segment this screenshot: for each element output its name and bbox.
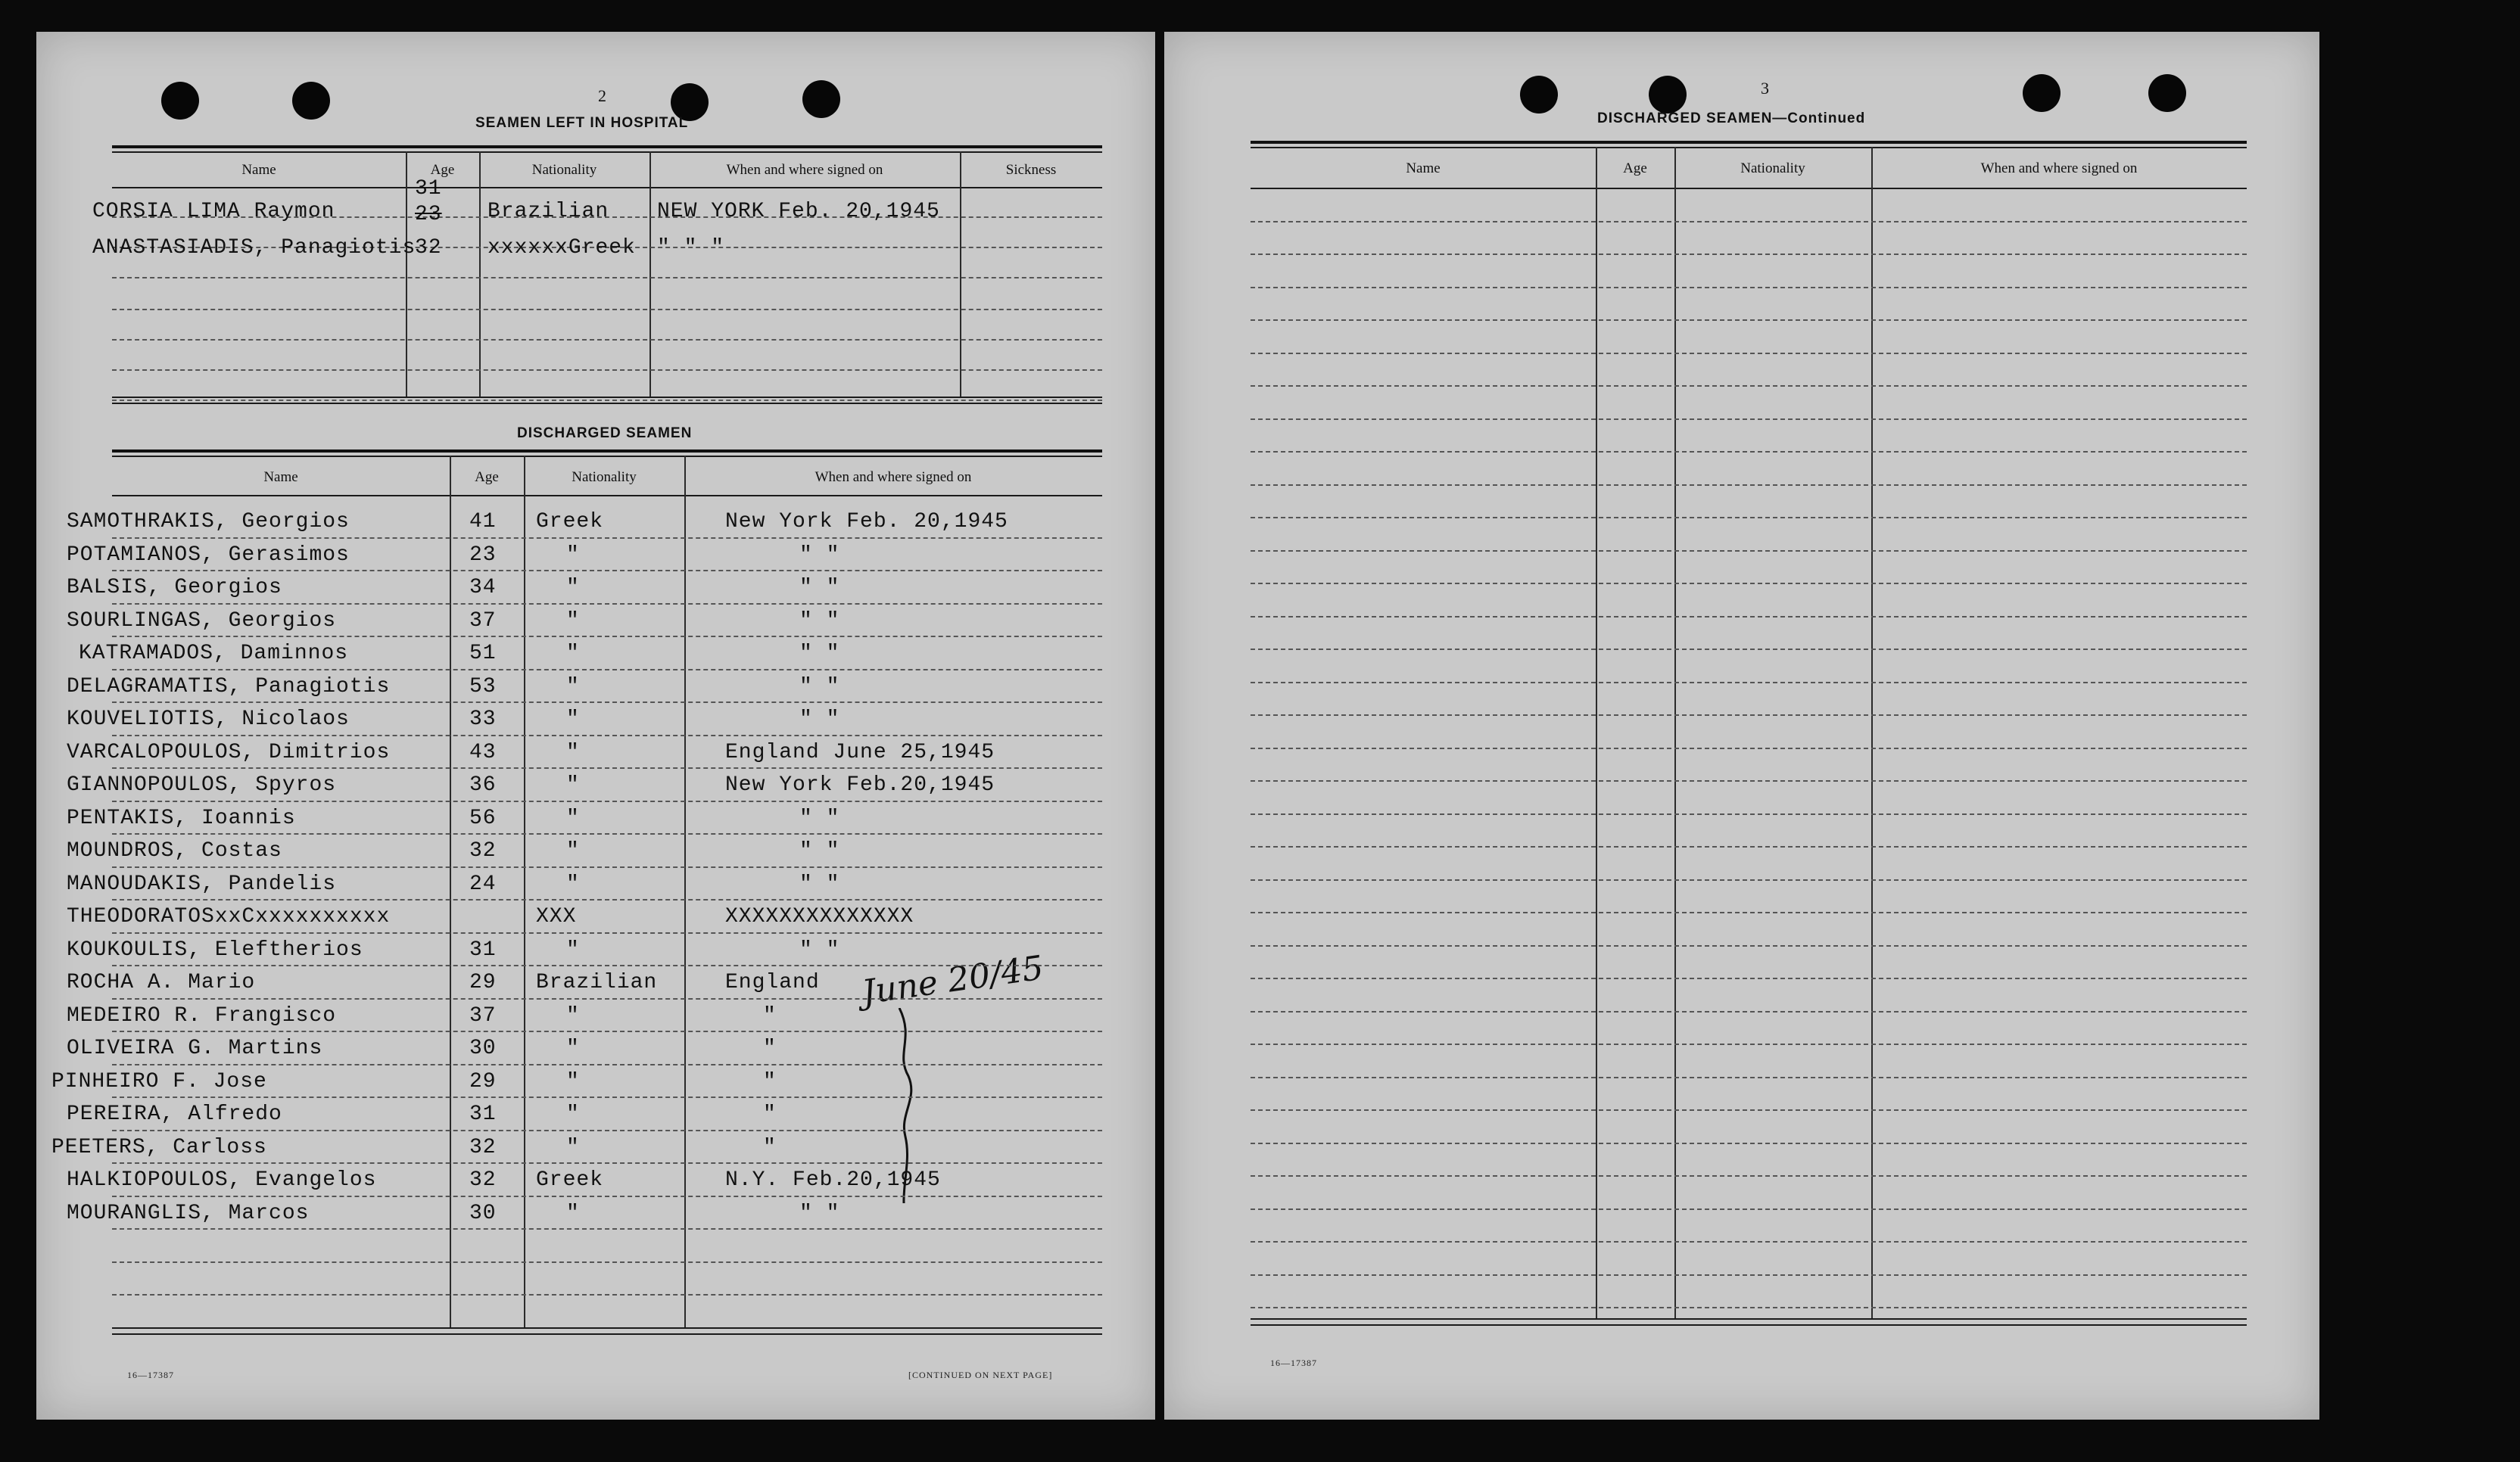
continued-section-title: DISCHARGED SEAMEN—Continued	[1597, 110, 1866, 126]
seaman-nationality: "	[566, 608, 580, 633]
row-rule	[1251, 649, 2247, 650]
seaman-age: 23	[469, 543, 497, 567]
row-rule	[112, 537, 1102, 539]
table-rule	[112, 456, 1102, 457]
row-rule	[1251, 221, 2247, 222]
row-rule	[112, 669, 1102, 670]
handwritten-date: June 20/45	[859, 948, 1046, 1013]
row-rule	[112, 369, 1102, 371]
table-rule	[112, 145, 1102, 148]
seaman-name: PINHEIRO F. Jose	[51, 1069, 267, 1093]
seaman-age: 53	[469, 674, 497, 698]
table-rule	[112, 449, 1102, 453]
seaman-nationality: "	[566, 773, 580, 797]
seaman-name: SAMOTHRAKIS, Georgios	[67, 510, 350, 533]
seaman-nationality: Brazilian	[536, 971, 658, 994]
patient-age: 32	[415, 236, 442, 260]
row-rule	[1251, 583, 2247, 584]
row-rule	[112, 801, 1102, 802]
page-number: 3	[1761, 79, 1769, 98]
column-header: Nationality	[1740, 160, 1805, 176]
seaman-age: 30	[469, 1037, 497, 1060]
seaman-signed-on: New York Feb.20,1945	[725, 773, 995, 797]
row-rule	[1251, 1208, 2247, 1210]
seaman-name: VARCALOPOULOS, Dimitrios	[67, 740, 391, 764]
seaman-nationality: "	[566, 642, 580, 665]
row-rule	[1251, 1175, 2247, 1177]
seaman-age: 36	[469, 773, 497, 797]
seaman-nationality: "	[566, 806, 580, 830]
seaman-nationality: XXX	[536, 905, 577, 929]
seaman-nationality: "	[566, 543, 580, 567]
seaman-nationality: "	[566, 1069, 580, 1093]
seaman-nationality: "	[566, 1135, 580, 1159]
seaman-nationality: "	[566, 1201, 580, 1225]
seaman-age: 37	[469, 608, 497, 633]
column-header: Sickness	[1005, 162, 1057, 178]
row-rule	[1251, 912, 2247, 913]
table-rule	[1251, 188, 2247, 189]
seaman-nationality: "	[566, 1003, 580, 1028]
seaman-name: PEREIRA, Alfredo	[67, 1103, 282, 1126]
row-rule	[112, 1294, 1102, 1296]
seaman-signed-on: New York Feb. 20,1945	[725, 510, 1008, 533]
column-divider	[649, 151, 651, 397]
row-rule	[1251, 385, 2247, 387]
seaman-age: 32	[469, 1168, 497, 1192]
seaman-age: 29	[469, 971, 497, 994]
patient-name: ANASTASIADIS, Panagiotis	[92, 236, 416, 260]
seaman-age: 34	[469, 576, 497, 599]
row-rule	[112, 833, 1102, 835]
row-rule	[1251, 1011, 2247, 1013]
seaman-age: 31	[469, 1103, 497, 1126]
row-rule	[1251, 616, 2247, 617]
seaman-nationality: "	[566, 674, 580, 698]
seaman-signed-on: " "	[799, 806, 840, 830]
row-rule	[112, 998, 1102, 1000]
seaman-name: ROCHA A. Mario	[67, 971, 256, 994]
seaman-signed-on: " "	[799, 674, 840, 698]
row-rule	[112, 1064, 1102, 1065]
seaman-signed-on: " "	[799, 543, 840, 567]
patient-age-corrected: 31	[415, 177, 442, 201]
seaman-signed-on: " "	[799, 576, 840, 599]
punch-hole	[292, 82, 330, 120]
seaman-age: 29	[469, 1069, 497, 1093]
row-rule	[1251, 517, 2247, 518]
row-rule	[1251, 1274, 2247, 1276]
punch-hole	[161, 82, 199, 120]
seaman-signed-on: " "	[799, 708, 840, 731]
seaman-name: MEDEIRO R. Frangisco	[67, 1003, 337, 1028]
seaman-name: KATRAMADOS, Daminnos	[79, 642, 349, 665]
left-page	[36, 32, 1155, 1420]
seaman-name: MOUNDROS, Costas	[67, 839, 282, 863]
patient-name: CORSIA LIMA Raymon	[92, 200, 335, 223]
seaman-name: MANOUDAKIS, Pandelis	[67, 872, 337, 896]
table-rule	[1251, 1318, 2247, 1320]
hospital-section-title: SEAMEN LEFT IN HOSPITAL	[475, 115, 689, 131]
seaman-nationality: Greek	[536, 510, 604, 533]
patient-nationality: xxxxxxGreek	[487, 236, 636, 260]
row-rule	[112, 965, 1102, 966]
right-page	[1164, 32, 2319, 1420]
row-rule	[112, 1261, 1102, 1263]
row-rule	[112, 1096, 1102, 1098]
row-rule	[1251, 1241, 2247, 1243]
seaman-signed-on: " "	[799, 839, 840, 863]
table-rule	[112, 187, 1102, 188]
table-rule	[1251, 147, 2247, 148]
seaman-age: 43	[469, 740, 497, 764]
seaman-nationality: "	[566, 872, 580, 896]
column-header: When and where signed on	[726, 162, 883, 178]
column-header: Age	[430, 162, 455, 178]
patient-nationality: Brazilian	[487, 200, 609, 223]
table-rule	[112, 1327, 1102, 1329]
row-rule	[1251, 978, 2247, 979]
seaman-signed-on: England	[725, 971, 820, 994]
seaman-name: OLIVEIRA G. Martins	[67, 1037, 323, 1060]
row-rule	[1251, 1307, 2247, 1308]
row-rule	[1251, 418, 2247, 420]
row-rule	[1251, 1109, 2247, 1111]
row-rule	[112, 1031, 1102, 1032]
row-rule	[112, 1228, 1102, 1230]
discharged-section-title: DISCHARGED SEAMEN	[517, 425, 693, 441]
seaman-signed-on: " "	[799, 642, 840, 665]
row-rule	[1251, 813, 2247, 815]
seaman-age: 51	[469, 642, 497, 665]
row-rule	[1251, 353, 2247, 354]
seaman-signed-on: "	[763, 1103, 777, 1126]
seaman-name: POTAMIANOS, Gerasimos	[67, 543, 350, 567]
seaman-age: 24	[469, 872, 497, 896]
seaman-name: MOURANGLIS, Marcos	[67, 1201, 310, 1225]
form-number: 16—17387	[1270, 1358, 1317, 1368]
punch-hole	[1649, 76, 1687, 114]
row-rule	[1251, 945, 2247, 947]
seaman-name: THEODORATOSxxCxxxxxxxxxx	[67, 905, 391, 929]
seaman-name: KOUKOULIS, Eleftherios	[67, 938, 363, 962]
seaman-name: KOUVELIOTIS, Nicolaos	[67, 708, 350, 731]
seaman-nationality: Greek	[536, 1168, 604, 1192]
seaman-name: SOURLINGAS, Georgios	[67, 608, 337, 633]
row-rule	[112, 400, 1102, 401]
column-divider	[479, 151, 481, 397]
table-rule	[112, 1333, 1102, 1335]
seaman-name: BALSIS, Georgios	[67, 576, 282, 599]
seaman-age: 37	[469, 1003, 497, 1028]
punch-hole	[1520, 76, 1558, 114]
row-rule	[1251, 550, 2247, 552]
row-rule	[1251, 714, 2247, 716]
column-header: Age	[1623, 160, 1647, 176]
seaman-nationality: "	[566, 708, 580, 731]
patient-signed-on: NEW YORK Feb. 20,1945	[657, 200, 940, 223]
row-rule	[112, 309, 1102, 310]
column-divider	[960, 151, 961, 397]
row-rule	[1251, 846, 2247, 848]
row-rule	[112, 767, 1102, 769]
seaman-name: HALKIOPOULOS, Evangelos	[67, 1168, 377, 1192]
seaman-age: 33	[469, 708, 497, 731]
seaman-signed-on: N.Y. Feb.20,1945	[725, 1168, 941, 1192]
seaman-age: 31	[469, 938, 497, 962]
row-rule	[112, 277, 1102, 278]
column-header: Age	[475, 469, 499, 485]
seaman-signed-on: "	[763, 1135, 777, 1159]
continued-note: [CONTINUED ON NEXT PAGE]	[908, 1370, 1053, 1380]
seaman-signed-on: " "	[799, 938, 840, 962]
row-rule	[112, 1196, 1102, 1197]
table-rule	[112, 397, 1102, 398]
row-rule	[112, 932, 1102, 934]
seaman-nationality: "	[566, 1103, 580, 1126]
seaman-signed-on: "	[763, 1003, 777, 1028]
table-rule	[1251, 1324, 2247, 1326]
page-number: 2	[598, 86, 606, 105]
seaman-signed-on: " "	[799, 1201, 840, 1225]
column-header: Name	[241, 162, 276, 178]
punch-hole	[802, 80, 840, 118]
seaman-name: GIANNOPOULOS, Spyros	[67, 773, 337, 797]
seaman-nationality: "	[566, 1037, 580, 1060]
seaman-age: 32	[469, 1135, 497, 1159]
column-header: Nationality	[572, 469, 637, 485]
row-rule	[112, 701, 1102, 703]
column-header: Name	[1406, 160, 1441, 176]
row-rule	[112, 899, 1102, 901]
seaman-signed-on: " "	[799, 872, 840, 896]
seaman-signed-on: "	[763, 1069, 777, 1093]
column-header: Name	[263, 469, 298, 485]
row-rule	[1251, 1077, 2247, 1078]
row-rule	[1251, 319, 2247, 321]
column-header: When and where signed on	[1980, 160, 2138, 176]
row-rule	[1251, 1143, 2247, 1144]
seaman-age: 56	[469, 806, 497, 830]
row-rule	[1251, 287, 2247, 288]
seaman-nationality: "	[566, 938, 580, 962]
row-rule	[112, 339, 1102, 341]
row-rule	[1251, 254, 2247, 255]
seaman-age: 30	[469, 1201, 497, 1225]
form-number: 16—17387	[127, 1370, 174, 1380]
seaman-name: PEETERS, Carloss	[51, 1135, 267, 1159]
punch-hole	[2148, 74, 2186, 112]
column-header: Nationality	[531, 162, 597, 178]
table-rule	[112, 151, 1102, 153]
seaman-name: DELAGRAMATIS, Panagiotis	[67, 674, 391, 698]
row-rule	[112, 735, 1102, 736]
punch-hole	[2023, 74, 2061, 112]
row-rule	[112, 1130, 1102, 1131]
row-rule	[112, 636, 1102, 637]
row-rule	[1251, 780, 2247, 782]
patient-age-struck: 23	[415, 203, 442, 226]
seaman-signed-on: "	[763, 1037, 777, 1060]
seaman-nationality: "	[566, 740, 580, 764]
seaman-signed-on: England June 25,1945	[725, 740, 995, 764]
row-rule	[112, 570, 1102, 571]
seaman-age: 41	[469, 510, 497, 533]
row-rule	[1251, 748, 2247, 749]
row-rule	[1251, 451, 2247, 453]
table-rule	[112, 403, 1102, 404]
row-rule	[1251, 1044, 2247, 1045]
column-divider	[406, 151, 407, 397]
row-rule	[112, 866, 1102, 868]
seaman-nationality: "	[566, 839, 580, 863]
seaman-signed-on: XXXXXXXXXXXXXX	[725, 905, 914, 929]
column-header: When and where signed on	[815, 469, 972, 485]
seaman-age: 32	[469, 839, 497, 863]
seaman-nationality: "	[566, 576, 580, 599]
seaman-name: PENTAKIS, Ioannis	[67, 806, 296, 830]
row-rule	[112, 603, 1102, 605]
row-rule	[1251, 682, 2247, 683]
row-rule	[1251, 484, 2247, 486]
seaman-signed-on: " "	[799, 608, 840, 633]
table-rule	[1251, 141, 2247, 144]
table-rule	[112, 495, 1102, 496]
row-rule	[1251, 879, 2247, 881]
row-rule	[112, 1162, 1102, 1164]
patient-signed-on: " " "	[657, 236, 725, 260]
